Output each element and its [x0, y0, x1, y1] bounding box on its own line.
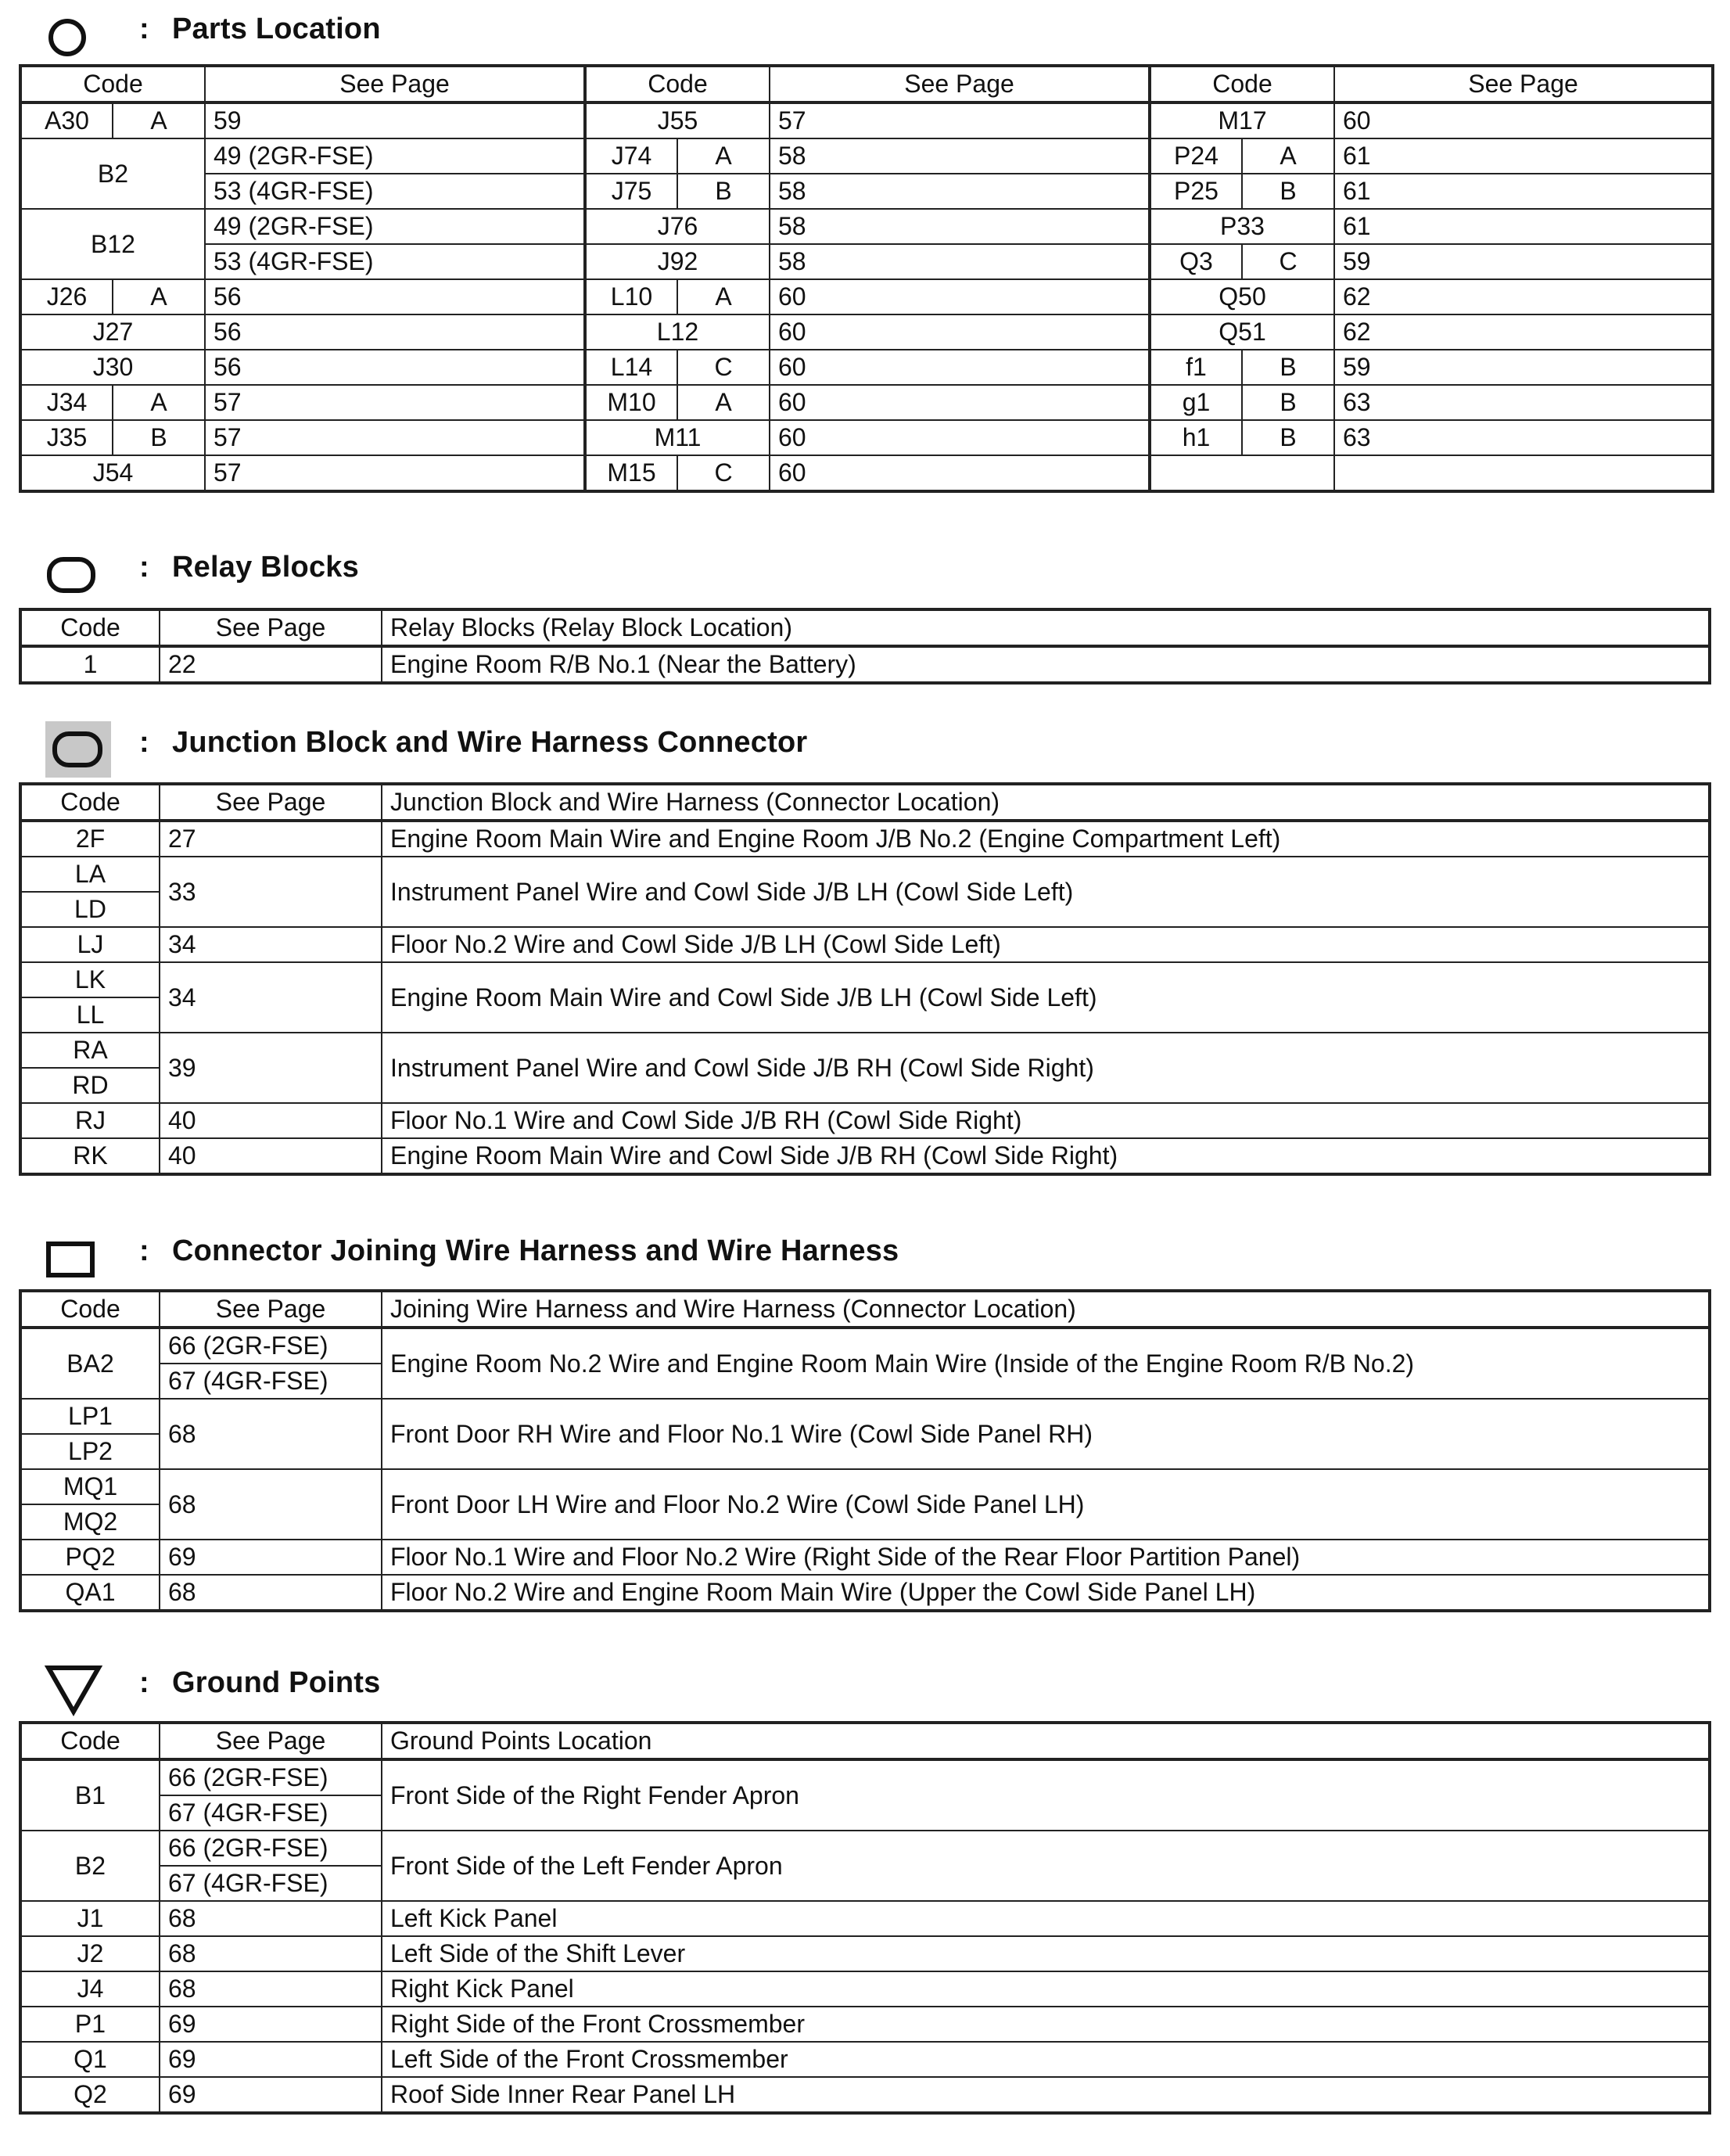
- description-cell: Front Door RH Wire and Floor No.1 Wire (Cowl Side Panel RH): [382, 1399, 1710, 1469]
- code-cell: J74: [585, 138, 677, 174]
- code-cell: L10: [585, 279, 677, 314]
- page-cell: 67 (4GR-FSE): [160, 1795, 382, 1831]
- table-row: [20, 857, 1710, 892]
- table-row: [20, 350, 1713, 385]
- suffix-cell: B: [1242, 385, 1334, 420]
- header-see-page: See Page: [770, 66, 1150, 102]
- table-row: [20, 279, 1713, 314]
- rounded-rect-icon: [45, 552, 100, 596]
- table-row: [20, 1971, 1710, 2007]
- page-cell: 57: [205, 385, 585, 420]
- suffix-cell: B: [113, 420, 205, 455]
- table-row: [20, 420, 1713, 455]
- suffix-cell: B: [677, 174, 770, 209]
- table-row: [20, 1469, 1710, 1504]
- section-header-connector-joining: [0, 1231, 1730, 1278]
- code-cell: P33: [1150, 209, 1334, 244]
- header-code: Code: [20, 1723, 160, 1759]
- header-description: Ground Points Location: [382, 1723, 1710, 1759]
- table-header-row: [20, 609, 1710, 646]
- code-cell: LP2: [20, 1434, 160, 1469]
- page-cell: 68: [160, 1971, 382, 2007]
- section-title: Relay Blocks: [172, 551, 359, 584]
- code-cell: Q51: [1150, 314, 1334, 350]
- colon: :: [139, 551, 149, 584]
- code-cell: P24: [1150, 138, 1242, 174]
- page-cell: 60: [1334, 102, 1713, 138]
- table-row: [20, 821, 1710, 857]
- code-cell: J75: [585, 174, 677, 209]
- table-row: [20, 174, 1713, 209]
- description-cell: Floor No.2 Wire and Engine Room Main Wire (Upper the Cowl Side Panel LH): [382, 1575, 1710, 1611]
- description-cell: Engine Room No.2 Wire and Engine Room Main Wire (Inside of the Engine Room R/B No.2): [382, 1328, 1710, 1399]
- page-cell: 34: [160, 927, 382, 962]
- page-cell: 66 (2GR-FSE): [160, 1328, 382, 1364]
- header-code: Code: [20, 609, 160, 646]
- page-cell: 27: [160, 821, 382, 857]
- description-cell: Left Side of the Front Crossmember: [382, 2042, 1710, 2077]
- circle-icon: [45, 14, 89, 58]
- table-row: [20, 138, 1713, 174]
- table-row: [20, 927, 1710, 962]
- code-cell: f1: [1150, 350, 1242, 385]
- page-cell: 40: [160, 1103, 382, 1138]
- table-header-row: [20, 66, 1713, 102]
- code-cell: LJ: [20, 927, 160, 962]
- connector-joining-table: [19, 1289, 1711, 1612]
- table-header-row: [20, 1291, 1710, 1328]
- code-cell: LD: [20, 892, 160, 927]
- page-cell: 60: [770, 350, 1150, 385]
- page-cell: 62: [1334, 314, 1713, 350]
- code-cell: QA1: [20, 1575, 160, 1611]
- table-row: [20, 1901, 1710, 1936]
- header-see-page: See Page: [205, 66, 585, 102]
- page-cell: 63: [1334, 420, 1713, 455]
- header-see-page: See Page: [160, 784, 382, 821]
- page-cell: 69: [160, 2077, 382, 2113]
- description-cell: Instrument Panel Wire and Cowl Side J/B RH (Cowl Side Right): [382, 1033, 1710, 1103]
- page-cell: 59: [1334, 350, 1713, 385]
- page-cell: 69: [160, 2007, 382, 2042]
- table-row: [20, 1936, 1710, 1971]
- table-row: [20, 1138, 1710, 1174]
- section-title: Junction Block and Wire Harness Connector: [172, 726, 808, 759]
- header-code: Code: [20, 1291, 160, 1328]
- code-cell: L14: [585, 350, 677, 385]
- description-cell: Engine Room Main Wire and Cowl Side J/B LH (Cowl Side Left): [382, 962, 1710, 1033]
- suffix-cell: A: [113, 385, 205, 420]
- code-cell: J76: [585, 209, 770, 244]
- code-cell: J27: [20, 314, 205, 350]
- table-row: [20, 314, 1713, 350]
- header-description: Junction Block and Wire Harness (Connector Location): [382, 784, 1710, 821]
- description-cell: Engine Room R/B No.1 (Near the Battery): [382, 646, 1710, 683]
- table-row: [20, 1831, 1710, 1866]
- page-cell: 49 (2GR-FSE): [205, 209, 585, 244]
- code-cell: J34: [20, 385, 113, 420]
- page-cell: 58: [770, 174, 1150, 209]
- page-cell: 60: [770, 314, 1150, 350]
- code-cell: Q50: [1150, 279, 1334, 314]
- page-cell: 56: [205, 314, 585, 350]
- parts-location-table: [19, 64, 1714, 493]
- suffix-cell: B: [1242, 174, 1334, 209]
- page-cell: 68: [160, 1936, 382, 1971]
- page-cell: 66 (2GR-FSE): [160, 1831, 382, 1866]
- code-cell: M11: [585, 420, 770, 455]
- code-cell: RK: [20, 1138, 160, 1174]
- page-cell: 67 (4GR-FSE): [160, 1866, 382, 1901]
- header-description: Relay Blocks (Relay Block Location): [382, 609, 1710, 646]
- table-row: [20, 455, 1713, 491]
- code-cell: MQ2: [20, 1504, 160, 1540]
- page-cell: 60: [770, 420, 1150, 455]
- code-cell: J92: [585, 244, 770, 279]
- colon: :: [139, 1234, 149, 1267]
- page-cell: 57: [205, 420, 585, 455]
- code-cell: B2: [20, 1831, 160, 1901]
- code-cell: J30: [20, 350, 205, 385]
- code-cell: B2: [20, 138, 205, 209]
- code-cell: M17: [1150, 102, 1334, 138]
- section-header-relay-blocks: [0, 548, 1730, 595]
- table-row: [20, 1328, 1710, 1364]
- page-cell: [1334, 455, 1713, 491]
- header-see-page: See Page: [1334, 66, 1713, 102]
- code-cell: J35: [20, 420, 113, 455]
- suffix-cell: A: [1242, 138, 1334, 174]
- code-cell: Q1: [20, 2042, 160, 2077]
- code-cell: Q3: [1150, 244, 1242, 279]
- page-cell: 63: [1334, 385, 1713, 420]
- header-see-page: See Page: [160, 1291, 382, 1328]
- suffix-cell: A: [677, 279, 770, 314]
- header-description: Joining Wire Harness and Wire Harness (Connector Location): [382, 1291, 1710, 1328]
- code-cell: LK: [20, 962, 160, 997]
- page-cell: 57: [205, 455, 585, 491]
- page-cell: 53 (4GR-FSE): [205, 174, 585, 209]
- page-cell: 60: [770, 385, 1150, 420]
- suffix-cell: A: [677, 385, 770, 420]
- page-cell: 57: [770, 102, 1150, 138]
- code-cell: LP1: [20, 1399, 160, 1434]
- table-row: [20, 2042, 1710, 2077]
- table-row: [20, 646, 1710, 683]
- header-code: Code: [20, 784, 160, 821]
- description-cell: Engine Room Main Wire and Cowl Side J/B RH (Cowl Side Right): [382, 1138, 1710, 1174]
- code-cell: LL: [20, 997, 160, 1033]
- page-cell: 58: [770, 209, 1150, 244]
- page-cell: 53 (4GR-FSE): [205, 244, 585, 279]
- code-cell: B12: [20, 209, 205, 279]
- description-cell: Right Kick Panel: [382, 1971, 1710, 2007]
- table-row: [20, 1575, 1710, 1611]
- section-header-junction-block: [0, 723, 1730, 770]
- table-row: [20, 385, 1713, 420]
- code-cell: BA2: [20, 1328, 160, 1399]
- page-cell: 68: [160, 1469, 382, 1540]
- table-row: [20, 2007, 1710, 2042]
- page-cell: 40: [160, 1138, 382, 1174]
- section-title: Parts Location: [172, 13, 381, 45]
- page-cell: 39: [160, 1033, 382, 1103]
- code-cell: B1: [20, 1759, 160, 1831]
- code-cell: M10: [585, 385, 677, 420]
- description-cell: Front Side of the Left Fender Apron: [382, 1831, 1710, 1901]
- code-cell: A30: [20, 102, 113, 138]
- code-cell: PQ2: [20, 1540, 160, 1575]
- suffix-cell: A: [113, 102, 205, 138]
- page-cell: 56: [205, 279, 585, 314]
- suffix-cell: C: [677, 455, 770, 491]
- table-row: [20, 962, 1710, 997]
- colon: :: [139, 13, 149, 45]
- table-row: [20, 1540, 1710, 1575]
- page-cell: 59: [1334, 244, 1713, 279]
- code-cell: 1: [20, 646, 160, 683]
- page-cell: 67 (4GR-FSE): [160, 1364, 382, 1399]
- page-cell: 56: [205, 350, 585, 385]
- suffix-cell: A: [113, 279, 205, 314]
- table-row: [20, 244, 1713, 279]
- description-cell: Roof Side Inner Rear Panel LH: [382, 2077, 1710, 2113]
- code-cell: M15: [585, 455, 677, 491]
- code-cell: h1: [1150, 420, 1242, 455]
- suffix-cell: A: [677, 138, 770, 174]
- page-cell: 58: [770, 138, 1150, 174]
- code-cell: Q2: [20, 2077, 160, 2113]
- page-cell: 68: [160, 1901, 382, 1936]
- code-cell: J1: [20, 1901, 160, 1936]
- page-cell: 22: [160, 646, 382, 683]
- page-cell: 60: [770, 455, 1150, 491]
- code-cell: L12: [585, 314, 770, 350]
- code-cell: LA: [20, 857, 160, 892]
- description-cell: Instrument Panel Wire and Cowl Side J/B LH (Cowl Side Left): [382, 857, 1710, 927]
- page-cell: 58: [770, 244, 1150, 279]
- description-cell: Front Side of the Right Fender Apron: [382, 1759, 1710, 1831]
- header-code: Code: [585, 66, 770, 102]
- table-header-row: [20, 1723, 1710, 1759]
- section-header-ground-points: [0, 1663, 1730, 1710]
- code-cell: J4: [20, 1971, 160, 2007]
- code-cell: g1: [1150, 385, 1242, 420]
- description-cell: Left Side of the Shift Lever: [382, 1936, 1710, 1971]
- code-cell: P25: [1150, 174, 1242, 209]
- code-cell: 2F: [20, 821, 160, 857]
- code-cell: RJ: [20, 1103, 160, 1138]
- section-header-parts-location: [0, 9, 1730, 56]
- ground-points-table: [19, 1721, 1711, 2115]
- description-cell: Left Kick Panel: [382, 1901, 1710, 1936]
- relay-blocks-table: [19, 608, 1711, 685]
- table-header-row: [20, 784, 1710, 821]
- code-cell: [1150, 455, 1334, 491]
- code-cell: P1: [20, 2007, 160, 2042]
- table-row: [20, 209, 1713, 244]
- section-title: Connector Joining Wire Harness and Wire Harness: [172, 1234, 899, 1267]
- page-cell: 60: [770, 279, 1150, 314]
- colon: :: [139, 726, 149, 759]
- table-row: [20, 1103, 1710, 1138]
- page-cell: 62: [1334, 279, 1713, 314]
- code-cell: J54: [20, 455, 205, 491]
- page-cell: 68: [160, 1399, 382, 1469]
- table-row: [20, 1033, 1710, 1068]
- description-cell: Floor No.2 Wire and Cowl Side J/B LH (Cowl Side Left): [382, 927, 1710, 962]
- suffix-cell: B: [1242, 420, 1334, 455]
- code-cell: MQ1: [20, 1469, 160, 1504]
- page-cell: 66 (2GR-FSE): [160, 1759, 382, 1795]
- page-cell: 59: [205, 102, 585, 138]
- page-cell: 61: [1334, 138, 1713, 174]
- code-cell: J55: [585, 102, 770, 138]
- header-code: Code: [20, 66, 205, 102]
- shaded-rounded-rect-icon: [45, 721, 111, 778]
- header-code: Code: [1150, 66, 1334, 102]
- header-see-page: See Page: [160, 609, 382, 646]
- page-cell: 61: [1334, 174, 1713, 209]
- description-cell: Floor No.1 Wire and Floor No.2 Wire (Right Side of the Rear Floor Partition Panel): [382, 1540, 1710, 1575]
- page-cell: 33: [160, 857, 382, 927]
- table-row: [20, 2077, 1710, 2113]
- table-row: [20, 102, 1713, 138]
- junction-block-table: [19, 782, 1711, 1176]
- square-icon: [45, 1236, 100, 1280]
- page-cell: 69: [160, 2042, 382, 2077]
- description-cell: Front Door LH Wire and Floor No.2 Wire (Cowl Side Panel LH): [382, 1469, 1710, 1540]
- description-cell: Floor No.1 Wire and Cowl Side J/B RH (Cowl Side Right): [382, 1103, 1710, 1138]
- code-cell: J2: [20, 1936, 160, 1971]
- suffix-cell: C: [677, 350, 770, 385]
- section-title: Ground Points: [172, 1666, 381, 1699]
- page-cell: 61: [1334, 209, 1713, 244]
- description-cell: Engine Room Main Wire and Engine Room J/B No.2 (Engine Compartment Left): [382, 821, 1710, 857]
- triangle-icon: [44, 1663, 103, 1718]
- description-cell: Right Side of the Front Crossmember: [382, 2007, 1710, 2042]
- page-cell: 68: [160, 1575, 382, 1611]
- header-see-page: See Page: [160, 1723, 382, 1759]
- code-cell: RA: [20, 1033, 160, 1068]
- suffix-cell: B: [1242, 350, 1334, 385]
- code-cell: J26: [20, 279, 113, 314]
- page-cell: 34: [160, 962, 382, 1033]
- page-cell: 69: [160, 1540, 382, 1575]
- table-row: [20, 1759, 1710, 1795]
- code-cell: RD: [20, 1068, 160, 1103]
- suffix-cell: C: [1242, 244, 1334, 279]
- page-cell: 49 (2GR-FSE): [205, 138, 585, 174]
- colon: :: [139, 1666, 149, 1699]
- table-row: [20, 1399, 1710, 1434]
